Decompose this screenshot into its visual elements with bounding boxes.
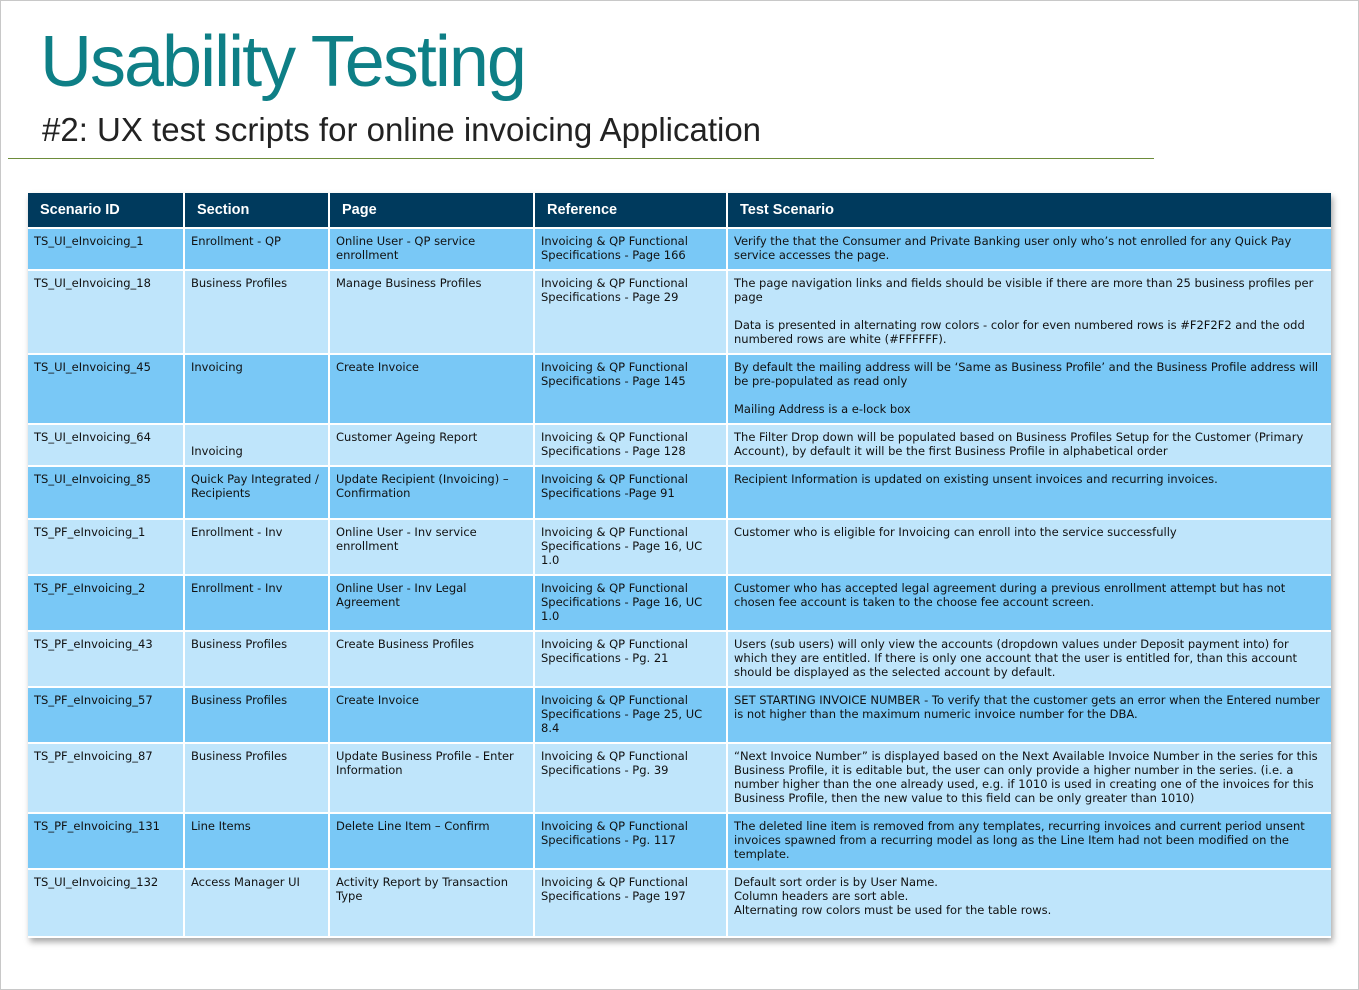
cell-scenario-id: TS_PF_eInvoicing_1 bbox=[28, 519, 184, 575]
cell-scenario-id: TS_UI_eInvoicing_1 bbox=[28, 228, 184, 270]
title-divider bbox=[8, 158, 1154, 159]
cell-section: Business Profiles bbox=[184, 687, 329, 743]
cell-reference: Invoicing & QP Functional Specifications -Page 91 bbox=[534, 466, 727, 519]
cell-section: Business Profiles bbox=[184, 270, 329, 354]
cell-test-scenario bbox=[727, 743, 1331, 813]
cell-test-scenario bbox=[727, 687, 1331, 743]
scenario-text: Mailing Address is a e-lock box bbox=[734, 402, 911, 416]
cell-test-scenario bbox=[727, 631, 1331, 687]
table-row bbox=[28, 466, 1331, 519]
cell-page: Manage Business Profiles bbox=[329, 270, 534, 354]
cell-reference: Invoicing & QP Functional Specifications - Page 29 bbox=[534, 270, 727, 354]
cell-test-scenario bbox=[727, 270, 1331, 354]
section-text: Invoicing bbox=[191, 444, 243, 458]
header-page: Page bbox=[329, 193, 534, 228]
cell-section: Enrollment - Inv bbox=[184, 575, 329, 631]
cell-section: Enrollment - Inv bbox=[184, 519, 329, 575]
test-scripts-table-wrapper bbox=[28, 193, 1331, 938]
scenario-text: The deleted line item is removed from any templates, recurring invoices and current period unsent invoices spawned from a recurring model as long as the Line Item had not been modified on the template. bbox=[734, 819, 1305, 861]
cell-test-scenario bbox=[727, 519, 1331, 575]
cell-test-scenario bbox=[727, 424, 1331, 466]
cell-page: Delete Line Item – Confirm bbox=[329, 813, 534, 869]
cell-reference: Invoicing & QP Functional Specifications - Pg. 21 bbox=[534, 631, 727, 687]
scenario-text: Alternating row colors must be used for the table rows. bbox=[734, 903, 1052, 917]
table-row bbox=[28, 354, 1331, 424]
scenario-text: The page navigation links and fields should be visible if there are more than 25 business profiles per page bbox=[734, 276, 1314, 304]
cell-scenario-id: TS_UI_eInvoicing_18 bbox=[28, 270, 184, 354]
scenario-text: By default the mailing address will be ‘Same as Business Profile’ and the Business Profile address will be pre-populated as read only bbox=[734, 360, 1319, 388]
cell-page: Online User - Inv Legal Agreement bbox=[329, 575, 534, 631]
cell-reference: Invoicing & QP Functional Specifications - Page 25, UC 8.4 bbox=[534, 687, 727, 743]
cell-page: Create Invoice bbox=[329, 354, 534, 424]
cell-section: Line Items bbox=[184, 813, 329, 869]
scenario-text: The Filter Drop down will be populated based on Business Profiles Setup for the Customer (Primary Account), by default it will be the first Business Profile in alphabetical order bbox=[734, 430, 1304, 458]
cell-scenario-id: TS_PF_eInvoicing_87 bbox=[28, 743, 184, 813]
cell-reference: Invoicing & QP Functional Specifications - Page 128 bbox=[534, 424, 727, 466]
table-row bbox=[28, 743, 1331, 813]
scenario-text: SET STARTING INVOICE NUMBER - To verify that the customer gets an error when the Entered number is not higher than the maximum numeric invoice number for the DBA. bbox=[734, 693, 1320, 721]
test-scripts-table bbox=[28, 193, 1331, 938]
cell-test-scenario bbox=[727, 228, 1331, 270]
scenario-text: Column headers are sort able. bbox=[734, 889, 909, 903]
header-test-scenario: Test Scenario bbox=[727, 193, 1331, 228]
table-row bbox=[28, 228, 1331, 270]
cell-page: Online User - QP service enrollment bbox=[329, 228, 534, 270]
cell-page: Create Invoice bbox=[329, 687, 534, 743]
cell-reference: Invoicing & QP Functional Specifications - Pg. 117 bbox=[534, 813, 727, 869]
cell-scenario-id: TS_PF_eInvoicing_131 bbox=[28, 813, 184, 869]
header-scenario-id: Scenario ID bbox=[28, 193, 184, 228]
cell-page: Online User - Inv service enrollment bbox=[329, 519, 534, 575]
cell-section: Enrollment - QP bbox=[184, 228, 329, 270]
table-row bbox=[28, 631, 1331, 687]
cell-scenario-id: TS_UI_eInvoicing_132 bbox=[28, 869, 184, 937]
cell-scenario-id: TS_PF_eInvoicing_57 bbox=[28, 687, 184, 743]
cell-section: Business Profiles bbox=[184, 743, 329, 813]
scenario-text: Default sort order is by User Name. bbox=[734, 875, 938, 889]
page-title: Usability Testing bbox=[40, 22, 525, 102]
cell-reference: Invoicing & QP Functional Specifications - Page 16, UC 1.0 bbox=[534, 519, 727, 575]
cell-reference: Invoicing & QP Functional Specifications - Pg. 39 bbox=[534, 743, 727, 813]
cell-page: Activity Report by Transaction Type bbox=[329, 869, 534, 937]
cell-scenario-id: TS_UI_eInvoicing_64 bbox=[28, 424, 184, 466]
cell-reference: Invoicing & QP Functional Specifications - Page 197 bbox=[534, 869, 727, 937]
cell-page: Update Recipient (Invoicing) – Confirmation bbox=[329, 466, 534, 519]
table-row bbox=[28, 519, 1331, 575]
table-row bbox=[28, 687, 1331, 743]
cell-section bbox=[184, 424, 329, 466]
header-section: Section bbox=[184, 193, 329, 228]
cell-section: Invoicing bbox=[184, 354, 329, 424]
cell-page: Customer Ageing Report bbox=[329, 424, 534, 466]
table-row bbox=[28, 813, 1331, 869]
cell-test-scenario bbox=[727, 466, 1331, 519]
cell-page: Create Business Profiles bbox=[329, 631, 534, 687]
cell-section: Access Manager UI bbox=[184, 869, 329, 937]
cell-test-scenario bbox=[727, 813, 1331, 869]
header-reference: Reference bbox=[534, 193, 727, 228]
cell-page: Update Business Profile - Enter Information bbox=[329, 743, 534, 813]
cell-scenario-id: TS_UI_eInvoicing_45 bbox=[28, 354, 184, 424]
table-header-row bbox=[28, 193, 1331, 228]
scenario-text: Customer who is eligible for Invoicing can enroll into the service successfully bbox=[734, 525, 1177, 539]
cell-test-scenario bbox=[727, 354, 1331, 424]
cell-scenario-id: TS_UI_eInvoicing_85 bbox=[28, 466, 184, 519]
cell-reference: Invoicing & QP Functional Specifications - Page 145 bbox=[534, 354, 727, 424]
cell-test-scenario bbox=[727, 575, 1331, 631]
cell-reference: Invoicing & QP Functional Specifications - Page 16, UC 1.0 bbox=[534, 575, 727, 631]
cell-section: Business Profiles bbox=[184, 631, 329, 687]
cell-scenario-id: TS_PF_eInvoicing_43 bbox=[28, 631, 184, 687]
cell-spacer bbox=[191, 430, 322, 444]
scenario-text: Data is presented in alternating row colors - color for even numbered rows is #F2F2F2 and the odd numbered rows are white (#FFFFFF). bbox=[734, 318, 1305, 346]
table-row bbox=[28, 575, 1331, 631]
cell-reference: Invoicing & QP Functional Specifications - Page 166 bbox=[534, 228, 727, 270]
cell-scenario-id: TS_PF_eInvoicing_2 bbox=[28, 575, 184, 631]
scenario-text: Verify the that the Consumer and Private Banking user only who’s not enrolled for any Quick Pay service accesses the page. bbox=[734, 234, 1292, 262]
table-row bbox=[28, 424, 1331, 466]
scenario-text: Customer who has accepted legal agreement during a previous enrollment attempt but has not chosen fee account is taken to the choose fee account screen. bbox=[734, 581, 1286, 609]
scenario-text: Recipient Information is updated on existing unsent invoices and recurring invoices. bbox=[734, 472, 1218, 486]
scenario-text: Users (sub users) will only view the accounts (dropdown values under Deposit payment into) for which they are entitled. If there is only one account that the user is entitled for, than this account should be displayed as the selected account by default. bbox=[734, 637, 1298, 679]
page-subtitle: #2: UX test scripts for online invoicing Application bbox=[42, 111, 762, 148]
cell-section: Quick Pay Integrated / Recipients bbox=[184, 466, 329, 519]
table-row bbox=[28, 270, 1331, 354]
cell-test-scenario bbox=[727, 869, 1331, 937]
scenario-text: “Next Invoice Number” is displayed based on the Next Available Invoice Number in the series for this Business Profile, it is editable but, the user can only provide a higher number in the series. (i.e. a number higher than the one already used, e.g. if 1010 is used in creating one of the invoices for this Business Profile, then the new value to this field can be only greater than 1010) bbox=[734, 749, 1318, 805]
table-row bbox=[28, 869, 1331, 937]
